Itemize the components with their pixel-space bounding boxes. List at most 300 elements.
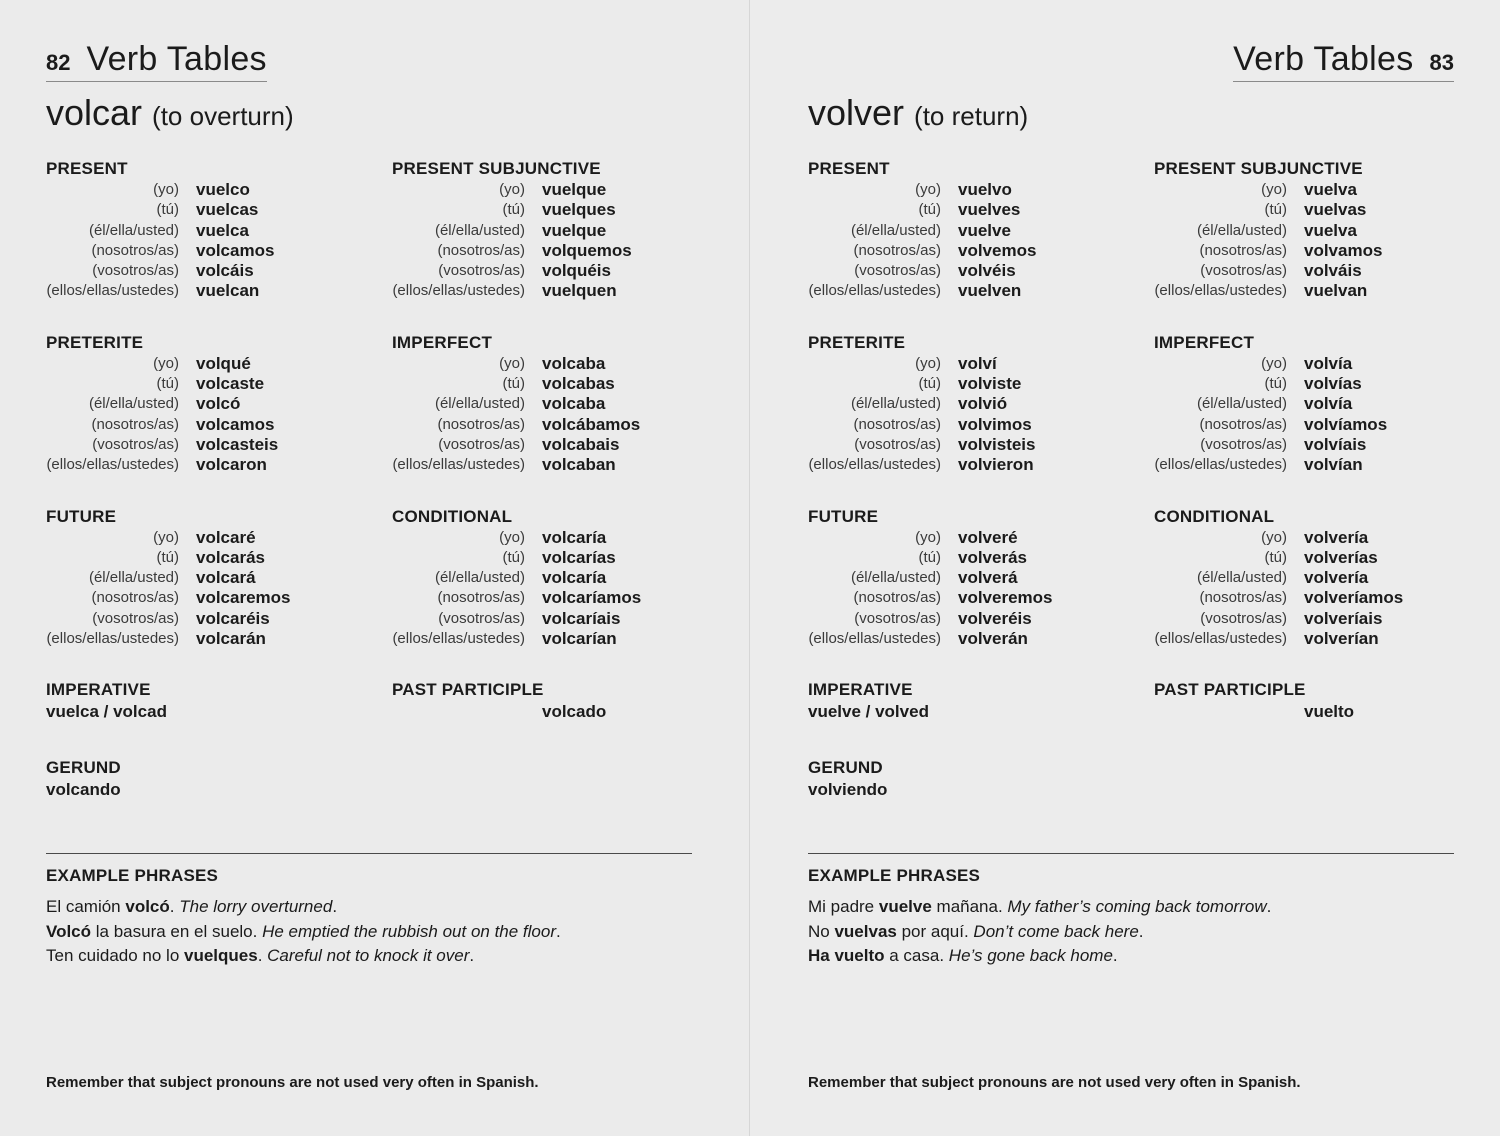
tense-block — [802, 332, 1148, 476]
conjugation-row — [40, 455, 386, 475]
conjugation-row — [802, 629, 1148, 649]
subject-pronoun: (yo) — [499, 528, 525, 546]
verb-form: volcaba — [542, 353, 606, 373]
verb-form: volcabais — [542, 434, 620, 454]
conjugation-row — [386, 629, 690, 649]
verb-form: volvería — [1304, 568, 1369, 588]
verb-form: vuelcan — [196, 281, 260, 301]
example-phrases-title: EXAMPLE PHRASES — [46, 866, 219, 885]
conjugation-row — [386, 241, 690, 261]
subject-pronoun: (tú) — [1264, 548, 1287, 566]
verb-form: volveremos — [958, 588, 1053, 608]
example-translation: The lorry overturned — [179, 897, 333, 916]
subject-pronoun: (vosotros/as) — [854, 609, 941, 627]
tense-name: PRETERITE — [808, 332, 906, 352]
subject-pronoun: (nosotros/as) — [853, 589, 941, 607]
subject-pronoun: (nosotros/as) — [91, 589, 179, 607]
subject-pronoun: (vosotros/as) — [438, 262, 525, 280]
verb-form: vuelca — [196, 220, 249, 240]
example-text: Ten cuidado no lo — [46, 946, 184, 965]
imperative-value: vuelca / volcad — [46, 702, 167, 722]
subject-pronoun: (tú) — [502, 548, 525, 566]
example-phrase — [808, 920, 1468, 945]
verb-form: volverá — [958, 568, 1018, 588]
verb-form: volcasteis — [196, 434, 279, 454]
example-translation: He emptied the rubbish out on the floor — [262, 921, 556, 941]
verb-form: volcó — [196, 394, 241, 414]
subject-pronoun: (tú) — [1264, 375, 1287, 393]
conjugation-row — [802, 281, 1148, 301]
page-number: 83 — [1429, 50, 1454, 75]
subject-pronoun: (vosotros/as) — [1200, 609, 1287, 627]
subject-pronoun: (yo) — [1261, 181, 1287, 198]
verb-form: vuelques — [542, 200, 616, 220]
verb-form: volvéis — [958, 261, 1016, 281]
conjugation-row — [386, 435, 690, 455]
verb-form: volcaste — [196, 374, 265, 394]
gerund-block — [40, 757, 690, 801]
conjugation-row — [386, 548, 690, 568]
example-phrase — [46, 920, 706, 945]
right-page — [750, 0, 1500, 1136]
conjugation-row — [1148, 455, 1452, 475]
verb-form: volváis — [1304, 261, 1362, 281]
subject-pronoun: (él/ella/usted) — [88, 395, 179, 413]
subject-pronoun: (ellos/ellas/ustedes) — [808, 630, 941, 648]
past-participle-value: vuelto — [1304, 702, 1355, 722]
footnote: Remember that subject pronouns are not used very often in Spanish. — [46, 1074, 539, 1091]
conjugation-row — [1148, 221, 1452, 241]
example-translation: He’s gone back home — [948, 946, 1113, 965]
subject-pronoun: (ellos/ellas/ustedes) — [1154, 456, 1287, 474]
verb-form: vuelquen — [542, 281, 617, 301]
verb-form: volverán — [958, 629, 1028, 649]
subject-pronoun: (él/ella/usted) — [434, 569, 525, 587]
example-verb: vuelve — [878, 897, 932, 916]
header-title: Verb Tables — [1233, 40, 1414, 78]
past-participle-value: volcado — [542, 702, 607, 722]
tense-grid — [802, 158, 1452, 649]
subject-pronoun: (nosotros/as) — [853, 241, 941, 259]
conjugation-row — [1148, 200, 1452, 220]
verb-form: volcaré — [196, 527, 256, 547]
verb-form: vuelvas — [1304, 200, 1367, 220]
verb-form: volvimos — [958, 414, 1032, 434]
gerund-label: GERUND — [46, 758, 121, 778]
past-participle-block — [386, 679, 690, 723]
conjugation-row — [1148, 415, 1452, 435]
subject-pronoun: (ellos/ellas/ustedes) — [1154, 630, 1287, 648]
conjugation-row — [386, 568, 690, 588]
conjugation-row — [802, 180, 1148, 200]
verb-form: volverían — [1304, 629, 1379, 649]
subject-pronoun: (yo) — [915, 528, 941, 546]
subject-pronoun: (yo) — [153, 181, 179, 198]
verb-form: volcabas — [542, 374, 615, 394]
tense-name: PRESENT SUBJUNCTIVE — [1154, 159, 1363, 178]
verb-form: volcarías — [542, 547, 616, 567]
subject-pronoun: (tú) — [918, 548, 941, 566]
imperative-participle-row — [40, 679, 690, 723]
verb-form: volcaríamos — [542, 588, 642, 608]
tense-name: PRESENT — [46, 159, 128, 178]
verb-title — [46, 92, 294, 134]
verb-form: vuelvo — [958, 180, 1012, 199]
subject-pronoun: (ellos/ellas/ustedes) — [392, 630, 525, 648]
tense-name: IMPERFECT — [392, 332, 493, 352]
subject-pronoun: (ellos/ellas/ustedes) — [46, 456, 179, 474]
conjugation-row — [386, 455, 690, 475]
conjugation-row — [802, 261, 1148, 281]
verb-form: volvía — [1304, 353, 1353, 373]
tense-block — [802, 158, 1148, 302]
past-participle-label: PAST PARTICIPLE — [392, 680, 544, 700]
gerund-block — [802, 757, 1452, 801]
verb-form: vuelque — [542, 180, 607, 199]
subject-pronoun: (yo) — [1261, 528, 1287, 546]
conjugation-row — [40, 241, 386, 261]
conjugation-row — [802, 435, 1148, 455]
verb-form: vuelvan — [1304, 281, 1368, 301]
verb-form: volvamos — [1304, 240, 1383, 260]
conjugation-row — [40, 629, 386, 649]
subject-pronoun: (tú) — [1264, 201, 1287, 219]
example-text: por aquí. — [896, 921, 974, 941]
conjugation-row — [386, 374, 690, 394]
example-text: a casa. — [884, 946, 949, 965]
verb-form: volquemos — [542, 240, 632, 260]
subject-pronoun: (yo) — [915, 354, 941, 372]
verb-form: volverás — [958, 547, 1027, 567]
conjugation-row — [40, 588, 386, 608]
example-text: mañana. — [931, 897, 1008, 916]
tense-block — [1148, 158, 1452, 302]
verb-form: vuelco — [196, 180, 250, 199]
subject-pronoun: (vosotros/as) — [438, 609, 525, 627]
verb-form: volviste — [958, 374, 1022, 394]
conjugation-row — [802, 415, 1148, 435]
verb-form: volcaron — [196, 455, 267, 475]
verb-form: volvía — [1304, 394, 1353, 414]
page-number: 82 — [46, 50, 71, 75]
subject-pronoun: (yo) — [499, 354, 525, 372]
section-divider — [808, 853, 1454, 854]
gerund-value: volviendo — [808, 780, 888, 800]
subject-pronoun: (él/ella/usted) — [88, 221, 179, 239]
conjugation-row — [386, 415, 690, 435]
subject-pronoun: (yo) — [153, 354, 179, 372]
conjugation-row — [802, 609, 1148, 629]
subject-pronoun: (tú) — [502, 201, 525, 219]
conjugation-row — [1148, 435, 1452, 455]
tense-name: IMPERFECT — [1154, 332, 1255, 352]
example-phrase — [808, 944, 1468, 969]
subject-pronoun: (él/ella/usted) — [850, 221, 941, 239]
conjugation-row — [1148, 180, 1452, 200]
conjugation-row — [1148, 261, 1452, 281]
verb-form: volcaríais — [542, 608, 621, 628]
conjugation-row — [386, 261, 690, 281]
verb-form: vuelven — [958, 281, 1022, 301]
subject-pronoun: (yo) — [1261, 354, 1287, 372]
conjugation-row — [1148, 568, 1452, 588]
page-header — [46, 40, 267, 82]
subject-pronoun: (ellos/ellas/ustedes) — [392, 282, 525, 300]
subject-pronoun: (vosotros/as) — [92, 609, 179, 627]
example-lines — [46, 895, 706, 969]
conjugation-row — [1148, 629, 1452, 649]
subject-pronoun: (tú) — [502, 375, 525, 393]
example-phrases — [46, 866, 706, 969]
example-verb: vuelques — [184, 946, 258, 965]
subject-pronoun: (ellos/ellas/ustedes) — [46, 630, 179, 648]
verb-form: volcamos — [196, 414, 275, 434]
tense-name: PRETERITE — [46, 332, 144, 352]
conjugation-row — [1148, 548, 1452, 568]
conjugation-row — [1148, 394, 1452, 414]
verb-form: volcará — [196, 568, 256, 588]
verb-form: volví — [958, 353, 997, 373]
verb-form: volcarán — [196, 629, 266, 649]
example-verb: vuelvas — [834, 921, 897, 941]
verb-form: volquéis — [542, 261, 611, 281]
subject-pronoun: (él/ella/usted) — [850, 569, 941, 587]
verb-form: volverías — [1304, 547, 1378, 567]
verb-form: volcaréis — [196, 608, 270, 628]
verb-form: volvisteis — [958, 434, 1036, 454]
subject-pronoun: (él/ella/usted) — [434, 221, 525, 239]
verb-form: volvían — [1304, 455, 1363, 475]
imperative-block — [40, 679, 386, 723]
verb-form: volcaría — [542, 527, 607, 547]
example-translation: Don’t come back here — [973, 921, 1139, 941]
verb-infinitive: volver — [808, 92, 905, 133]
subject-pronoun: (él/ella/usted) — [1196, 569, 1287, 587]
verb-form: volcarían — [542, 629, 617, 649]
tense-name: PRESENT — [808, 159, 890, 178]
subject-pronoun: (vosotros/as) — [438, 435, 525, 453]
example-phrases-title: EXAMPLE PHRASES — [808, 866, 981, 885]
example-verb: Ha vuelto — [808, 946, 885, 965]
conjugation-row — [802, 455, 1148, 475]
example-text: . — [1266, 897, 1272, 916]
verb-title — [808, 92, 1028, 134]
conjugation-row — [40, 548, 386, 568]
tense-name: CONDITIONAL — [1154, 506, 1275, 526]
subject-pronoun: (él/ella/usted) — [434, 395, 525, 413]
tense-name: CONDITIONAL — [392, 506, 513, 526]
conjugation-row — [386, 200, 690, 220]
subject-pronoun: (vosotros/as) — [92, 435, 179, 453]
verb-infinitive: volcar — [46, 92, 143, 133]
tense-block — [386, 506, 690, 650]
tense-block — [386, 158, 690, 302]
conjugation-row — [802, 528, 1148, 548]
example-text: . — [1112, 946, 1118, 965]
conjugation-row — [802, 241, 1148, 261]
verb-form: vuelva — [1304, 180, 1357, 199]
subject-pronoun: (vosotros/as) — [854, 262, 941, 280]
verb-form: volvíamos — [1304, 414, 1388, 434]
conjugation-content — [40, 158, 690, 801]
verb-form: volveréis — [958, 608, 1032, 628]
subject-pronoun: (tú) — [918, 201, 941, 219]
verb-form: volcáis — [196, 261, 254, 281]
subject-pronoun: (nosotros/as) — [437, 589, 525, 607]
example-phrase — [46, 944, 706, 969]
footnote: Remember that subject pronouns are not used very often in Spanish. — [808, 1074, 1301, 1091]
tense-block — [802, 506, 1148, 650]
conjugation-row — [386, 394, 690, 414]
tense-block — [386, 332, 690, 476]
tense-block — [40, 332, 386, 476]
verb-form: volvieron — [958, 455, 1034, 475]
conjugation-row — [40, 568, 386, 588]
conjugation-row — [1148, 609, 1452, 629]
subject-pronoun: (nosotros/as) — [437, 241, 525, 259]
conjugation-row — [40, 180, 386, 200]
past-participle-label: PAST PARTICIPLE — [1154, 680, 1306, 700]
tense-name: FUTURE — [46, 506, 117, 526]
subject-pronoun: (ellos/ellas/ustedes) — [808, 282, 941, 300]
conjugation-row — [386, 588, 690, 608]
verb-form: volvías — [1304, 374, 1362, 394]
conjugation-row — [386, 281, 690, 301]
example-text: la basura en el suelo. — [91, 921, 263, 941]
subject-pronoun: (ellos/ellas/ustedes) — [46, 282, 179, 300]
conjugation-row — [802, 354, 1148, 374]
conjugation-row — [40, 415, 386, 435]
conjugation-row — [386, 354, 690, 374]
verb-form: volveré — [958, 527, 1018, 547]
verb-form: vuelque — [542, 220, 607, 240]
conjugation-row — [1148, 588, 1452, 608]
verb-form: vuelve — [958, 220, 1011, 240]
subject-pronoun: (vosotros/as) — [92, 262, 179, 280]
example-translation: Careful not to knock it over — [267, 946, 470, 965]
tense-name: FUTURE — [808, 506, 879, 526]
conjugation-row — [802, 394, 1148, 414]
example-text: . — [556, 921, 561, 941]
verb-form: volveríais — [1304, 608, 1383, 628]
imperative-participle-row — [802, 679, 1452, 723]
conjugation-row — [802, 588, 1148, 608]
conjugation-row — [40, 354, 386, 374]
gerund-label: GERUND — [808, 758, 883, 778]
verb-form: volveríamos — [1304, 588, 1404, 608]
subject-pronoun: (ellos/ellas/ustedes) — [392, 456, 525, 474]
conjugation-row — [40, 200, 386, 220]
conjugation-row — [802, 374, 1148, 394]
verb-form: volcamos — [196, 240, 275, 260]
subject-pronoun: (él/ella/usted) — [850, 395, 941, 413]
example-lines — [808, 895, 1468, 969]
page-header — [1233, 40, 1454, 82]
imperative-label: IMPERATIVE — [808, 680, 913, 700]
conjugation-content — [802, 158, 1452, 801]
tense-block — [40, 506, 386, 650]
verb-form: volcaría — [542, 568, 607, 588]
tense-block — [40, 158, 386, 302]
subject-pronoun: (vosotros/as) — [1200, 262, 1287, 280]
verb-form: volcaremos — [196, 588, 291, 608]
example-phrases — [808, 866, 1468, 969]
gerund-value: volcando — [46, 780, 121, 800]
imperative-value: vuelve / volved — [808, 702, 929, 722]
header-title: Verb Tables — [86, 40, 267, 78]
conjugation-row — [386, 609, 690, 629]
imperative-block — [802, 679, 1148, 723]
verb-form: volcaban — [542, 455, 616, 475]
tense-grid — [40, 158, 690, 649]
verb-form: volvemos — [958, 240, 1037, 260]
verb-form: volcábamos — [542, 414, 641, 434]
subject-pronoun: (ellos/ellas/ustedes) — [808, 456, 941, 474]
subject-pronoun: (yo) — [499, 181, 525, 198]
subject-pronoun: (nosotros/as) — [1199, 589, 1287, 607]
subject-pronoun: (él/ella/usted) — [1196, 395, 1287, 413]
subject-pronoun: (tú) — [156, 375, 179, 393]
conjugation-row — [40, 374, 386, 394]
subject-pronoun: (nosotros/as) — [91, 241, 179, 259]
example-verb: volcó — [125, 897, 170, 916]
verb-form: vuelves — [958, 200, 1021, 220]
verb-form: volcaba — [542, 394, 606, 414]
subject-pronoun: (nosotros/as) — [853, 415, 941, 433]
example-text: . — [169, 897, 180, 916]
conjugation-row — [1148, 374, 1452, 394]
verb-form: vuelcas — [196, 200, 259, 220]
subject-pronoun: (nosotros/as) — [437, 415, 525, 433]
conjugation-row — [802, 548, 1148, 568]
example-phrase — [46, 895, 706, 920]
subject-pronoun: (yo) — [153, 528, 179, 546]
verb-form: volvió — [958, 394, 1008, 414]
verb-form: volvíais — [1304, 434, 1367, 454]
subject-pronoun: (tú) — [918, 375, 941, 393]
past-participle-block — [1148, 679, 1452, 723]
example-text: . — [257, 946, 268, 965]
tense-block — [1148, 332, 1452, 476]
example-text: . — [332, 897, 338, 916]
imperative-label: IMPERATIVE — [46, 680, 151, 700]
tense-name: PRESENT SUBJUNCTIVE — [392, 159, 601, 178]
conjugation-row — [802, 568, 1148, 588]
subject-pronoun: (vosotros/as) — [1200, 435, 1287, 453]
conjugation-row — [1148, 241, 1452, 261]
verb-gloss: (to return) — [914, 101, 1029, 131]
subject-pronoun: (ellos/ellas/ustedes) — [1154, 282, 1287, 300]
subject-pronoun: (tú) — [156, 548, 179, 566]
conjugation-row — [386, 221, 690, 241]
conjugation-row — [386, 180, 690, 200]
subject-pronoun: (tú) — [156, 201, 179, 219]
example-text: Mi padre — [808, 897, 879, 916]
conjugation-row — [40, 261, 386, 281]
conjugation-row — [40, 394, 386, 414]
example-text: No — [808, 921, 835, 941]
conjugation-row — [802, 221, 1148, 241]
example-verb: Volcó — [46, 921, 92, 941]
verb-gloss: (to overturn) — [152, 101, 294, 131]
subject-pronoun: (nosotros/as) — [91, 415, 179, 433]
conjugation-row — [386, 528, 690, 548]
verb-form: volcarás — [196, 547, 265, 567]
example-text: . — [469, 946, 475, 965]
section-divider — [46, 853, 692, 854]
example-text: . — [1138, 921, 1144, 941]
verb-form: volqué — [196, 353, 251, 373]
